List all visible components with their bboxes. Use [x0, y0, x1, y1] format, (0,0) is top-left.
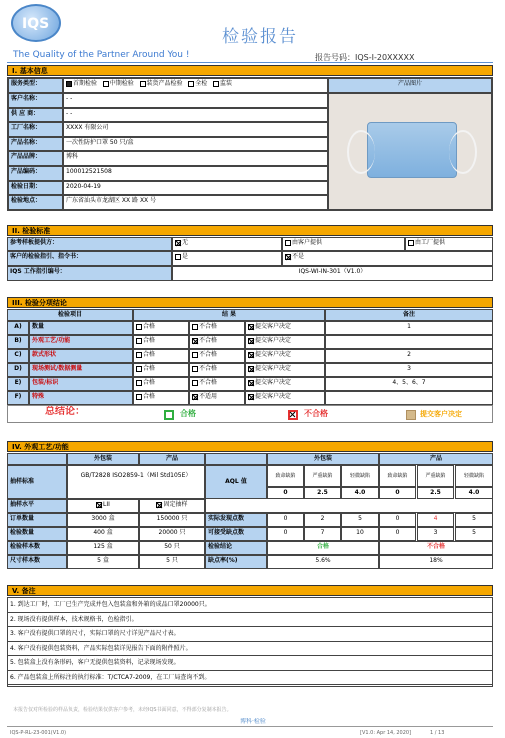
- field-label: 检验日期：: [8, 181, 63, 196]
- section-workmanship-header: IV. 外观工艺/功能: [7, 441, 493, 452]
- option-label: 合格: [143, 351, 156, 358]
- option-label: 装货产品检验: [146, 80, 183, 87]
- checkbox-fail[interactable]: [192, 324, 198, 330]
- defect-col-header: 严重缺陷: [304, 465, 341, 487]
- outer-value: 400 盒: [67, 527, 139, 541]
- option-label: 首期检验: [73, 80, 98, 87]
- item-name: 现场测试/数据测量: [29, 363, 133, 377]
- field-label: 产品品牌：: [8, 151, 63, 166]
- checkbox-submit-wrap: [248, 393, 291, 400]
- product-photo-frame: [328, 93, 492, 210]
- defect-count: 0: [267, 527, 304, 541]
- outer-header: 外包装: [67, 453, 139, 465]
- defect-count: 5: [455, 513, 493, 527]
- checkbox-submit-wrap: [248, 323, 291, 330]
- field-label: 工厂名称：: [8, 122, 63, 137]
- col-note-header: 备注: [325, 309, 493, 321]
- checkbox-fixed-wrap: [156, 501, 187, 508]
- defect-count: 5: [341, 513, 379, 527]
- checkbox-fail[interactable]: [192, 338, 198, 344]
- result-pass: [133, 377, 189, 391]
- item-note: 4、5、6、7: [325, 377, 493, 391]
- option-label: 合格: [143, 337, 156, 344]
- checkbox-midterm[interactable]: [103, 81, 109, 87]
- defect-col-header: 严重缺陷: [417, 465, 454, 487]
- col-item-header: 检验项目: [7, 309, 133, 321]
- checkbox-pass-wrap: [136, 379, 155, 386]
- section-basic-info: [7, 77, 493, 211]
- section-workmanship: [7, 453, 493, 569]
- option-label: 中期检验: [109, 80, 134, 87]
- remark-line: 4. 客户没有提供包装资料，产品实际包装详见报告下面的附件照片。: [8, 642, 492, 657]
- mask-photo: [367, 122, 457, 178]
- section-conclusion: [7, 309, 493, 427]
- page-title: 检验报告: [222, 27, 298, 47]
- checkbox-yes[interactable]: [175, 254, 181, 260]
- checkbox-fail-wrap: [192, 323, 217, 330]
- aql-value: 4.0: [341, 487, 379, 499]
- sampling-std-value: GB/T2828 ISO2859-1（Mil Std105E）: [67, 465, 205, 499]
- result-submit: [245, 321, 325, 335]
- row-label: 尺寸样本数: [7, 555, 67, 569]
- checkbox-pass[interactable]: [136, 338, 142, 344]
- defect-col-header: 致命缺陷: [379, 465, 416, 487]
- aql-value: 4.0: [455, 487, 493, 499]
- option-label: 合格: [143, 323, 156, 330]
- level-fixed: [139, 499, 205, 513]
- remark-line: 1. 到达工厂时，工厂已生产完成并包入包装盒和外箱的成品口罩20000只。: [8, 598, 492, 613]
- section-standard: [7, 237, 493, 281]
- option-label: 固定抽样: [163, 501, 188, 508]
- aql-value: 2.5: [304, 487, 341, 499]
- remark-line: 6. 产品包装盒上所标注的执行标准：T/CTCA7-2009，在工厂局查询不到。: [8, 671, 492, 686]
- defect-count: 7: [304, 527, 341, 541]
- option-label: 全检: [195, 80, 208, 87]
- checkbox-pass-wrap: [136, 351, 155, 358]
- field-value: 100012521508: [63, 166, 328, 181]
- checkbox-fail-wrap: [192, 351, 217, 358]
- checkbox-pass-wrap: [136, 337, 155, 344]
- checkbox-submit-wrap: [248, 365, 291, 372]
- outer-defect-header: 外包装: [267, 453, 379, 465]
- section-conclusion-header: III. 检验分项结论: [7, 297, 493, 308]
- option-label: 提交客户决定: [255, 393, 292, 400]
- item-number: E): [7, 377, 29, 391]
- defect-col-header: 轻微缺陷: [341, 465, 379, 487]
- checkbox-preshipment[interactable]: [140, 81, 146, 87]
- defect-count: 3: [417, 527, 454, 541]
- level-blank: [205, 499, 493, 513]
- outer-summary: 合格: [267, 541, 379, 555]
- checkbox-pass-wrap: [136, 393, 155, 400]
- conclusion-submit-label: 提交客户决定: [420, 410, 462, 418]
- footer-rule: [7, 726, 493, 727]
- option-label: 提交客户决定: [255, 323, 292, 330]
- tagline: The Quality of the Partner Around You !: [13, 50, 190, 60]
- footer-page: 1 / 13: [430, 730, 445, 736]
- defect-count: 0: [379, 513, 416, 527]
- service-type-label: 服务类型：: [8, 78, 63, 93]
- row-label: 检验样本数: [7, 541, 67, 555]
- result-submit: [245, 363, 325, 377]
- checkbox-pass[interactable]: [136, 394, 142, 400]
- option-label: 提交客户决定: [255, 379, 292, 386]
- field-label: 产品编码：: [8, 166, 63, 181]
- item-name: 包装/标识: [29, 377, 133, 391]
- defect-count: 5: [455, 527, 493, 541]
- blank-corner: [7, 453, 67, 465]
- item-note: 1: [325, 321, 493, 335]
- section-standard-header: II. 检验标准: [7, 225, 493, 236]
- result-pass: [133, 335, 189, 349]
- defect-col-header: 轻微缺陷: [455, 465, 493, 487]
- conclusion-fail-label: 不合格: [304, 409, 328, 418]
- product-value: 20000 只: [139, 527, 205, 541]
- checkbox-lii-wrap: [96, 501, 110, 508]
- checkbox-no[interactable]: [285, 254, 291, 260]
- result-fail: [189, 335, 245, 349]
- result-pass: [133, 321, 189, 335]
- field-label: 产品名称：: [8, 137, 63, 152]
- checkbox-fail[interactable]: [192, 366, 198, 372]
- field-label: 客户名称：: [8, 93, 63, 108]
- metric-label: 检验结论: [205, 541, 267, 555]
- sample-provider-factory: [405, 237, 493, 251]
- checkbox-lii[interactable]: [96, 502, 102, 508]
- defect-count: 0: [267, 513, 304, 527]
- item-name: 外观工艺/功能: [29, 335, 133, 349]
- outer-summary: 5.6%: [267, 555, 379, 569]
- product-header: 产品: [139, 453, 205, 465]
- aql-value: 0: [267, 487, 304, 499]
- checkbox-fail-wrap: [192, 365, 217, 372]
- field-value: - -: [63, 108, 328, 123]
- option-label: 无: [182, 239, 189, 246]
- overall-conclusion-label: 总结论：: [45, 406, 85, 417]
- aql-value: 0: [379, 487, 416, 499]
- blank-aql-top: [205, 453, 267, 465]
- result-pass: [133, 391, 189, 405]
- option-label: 提交客户决定: [255, 337, 292, 344]
- client-guideline-yes: [172, 251, 282, 266]
- result-pass: [133, 349, 189, 363]
- field-label: 检验地点：: [8, 195, 63, 210]
- sampling-level-label: 抽样水平: [7, 499, 67, 513]
- item-number: C): [7, 349, 29, 363]
- field-label: 供 应 商：: [8, 108, 63, 123]
- outer-value: 5 盒: [67, 555, 139, 569]
- result-submit: [245, 335, 325, 349]
- defect-col-header: 致命缺陷: [267, 465, 304, 487]
- checkbox-initial[interactable]: [66, 81, 72, 87]
- option-label: 由客户提供: [292, 239, 323, 246]
- checkbox-submit[interactable]: [248, 380, 254, 386]
- item-note: [325, 335, 493, 349]
- item-note: 2: [325, 349, 493, 363]
- option-label: 由工厂提供: [415, 239, 446, 246]
- client-guideline-label: 客户的检验指引、指令书：: [7, 251, 172, 266]
- work-guide-value: IQS-WI-IN-301（V1.0）: [172, 266, 493, 281]
- metric-label: 可接受缺点数: [205, 527, 267, 541]
- footer-brand: 博科·检验: [240, 718, 266, 725]
- work-guide-label: IQS 工作指引编号：: [7, 266, 172, 281]
- item-number: A): [7, 321, 29, 335]
- report-number: 报告号码：IQS-I-20XXXXX: [315, 53, 415, 62]
- conclusion-pass-box[interactable]: [164, 410, 174, 420]
- sample-provider-client: [282, 237, 405, 251]
- checkbox-fail-wrap: [192, 337, 217, 344]
- checkbox-client[interactable]: [285, 240, 291, 246]
- option-label: 是: [182, 253, 189, 260]
- checkbox-submit[interactable]: [248, 366, 254, 372]
- defect-count: 10: [341, 527, 379, 541]
- footer-disclaimer: 本报告仅对所检验的样品负责，检验结果仅供客户参考，未经IQS书面同意，不得部分复制本报告。: [13, 707, 232, 713]
- product-value: 150000 只: [139, 513, 205, 527]
- result-submit: [245, 377, 325, 391]
- footer-version: [V1.0: Apr 14, 2020]: [360, 730, 412, 736]
- option-label: 不合格: [199, 323, 218, 330]
- checkbox-submit-wrap: [248, 379, 291, 386]
- checkbox-factory[interactable]: [408, 240, 414, 246]
- option-label: 不合格: [199, 351, 218, 358]
- footer-doc-code: IQS-P-RL-23-001(V1.0): [10, 730, 67, 736]
- field-value: 2020-04-19: [63, 181, 328, 196]
- metric-label: 缺点率(%): [205, 555, 267, 569]
- product-defect-header: 产品: [379, 453, 493, 465]
- result-pass: [133, 363, 189, 377]
- sample-provider-label: 参考样板提供方：: [7, 237, 172, 251]
- client-guideline-no: [282, 251, 493, 266]
- checkbox-none[interactable]: [175, 240, 181, 246]
- result-submit: [245, 391, 325, 405]
- conclusion-submit-box[interactable]: [406, 410, 416, 420]
- result-fail: [189, 349, 245, 363]
- product-value: 50 只: [139, 541, 205, 555]
- logo-text: IQS: [22, 16, 50, 32]
- overall-conclusion-row: [7, 405, 493, 423]
- option-label: 不合格: [199, 365, 218, 372]
- aql-label: AQL 值: [205, 465, 267, 499]
- checkbox-submit-wrap: [248, 351, 291, 358]
- checkbox-pass[interactable]: [136, 352, 142, 358]
- defect-count: 4: [417, 513, 454, 527]
- section-remarks-header: V. 备注: [7, 585, 493, 596]
- checkbox-submit-wrap: [248, 337, 291, 344]
- header-rule: [7, 62, 493, 63]
- result-fail: [189, 391, 245, 405]
- item-name: 款式形状: [29, 349, 133, 363]
- item-number: F): [7, 391, 29, 405]
- checkbox-submit[interactable]: [248, 338, 254, 344]
- result-fail: [189, 321, 245, 335]
- checkbox-pass-wrap: [136, 365, 155, 372]
- outer-value: 3000 盒: [67, 513, 139, 527]
- photo-header: 产品图片: [328, 78, 492, 93]
- checkbox-fail[interactable]: [192, 352, 198, 358]
- remark-line: 3. 客户没有提供口罩的尺寸，实际口罩的尺寸详见产品尺寸表。: [8, 627, 492, 642]
- remark-line: 5. 包装盒上没有条形码，客户无提供包装资料，记录现场发现。: [8, 656, 492, 671]
- mask-loop-left: [347, 130, 375, 174]
- aql-value: 2.5: [417, 487, 454, 499]
- checkbox-submit[interactable]: [248, 394, 254, 400]
- field-value: - -: [63, 93, 328, 108]
- field-value: 博科: [63, 151, 328, 166]
- product-summary: 18%: [379, 555, 493, 569]
- defect-count: 0: [379, 527, 416, 541]
- checkbox-full[interactable]: [188, 81, 194, 87]
- checkbox-fail-wrap: [192, 379, 217, 386]
- option-label: LII: [103, 501, 110, 508]
- result-fail: [189, 363, 245, 377]
- field-value: 一次性防护口罩 50 只/盒: [63, 137, 328, 152]
- section-basic-info-header: I. 基本信息: [7, 65, 493, 76]
- option-label: 合格: [143, 379, 156, 386]
- remark-line: 2. 现场没有提供样本，技术规格书，色检指引。: [8, 613, 492, 628]
- item-note: 3: [325, 363, 493, 377]
- company-logo: [11, 4, 61, 42]
- checkbox-fail[interactable]: [192, 394, 198, 400]
- item-note: [325, 391, 493, 405]
- item-number: D): [7, 363, 29, 377]
- checkbox-fail[interactable]: [192, 380, 198, 386]
- item-name: 数量: [29, 321, 133, 335]
- product-summary: 不合格: [379, 541, 493, 555]
- row-label: 检验数量: [7, 527, 67, 541]
- checkbox-fixed[interactable]: [156, 502, 162, 508]
- metric-label: 实际发现点数: [205, 513, 267, 527]
- result-submit: [245, 349, 325, 363]
- item-name: 特殊: [29, 391, 133, 405]
- defect-count: 2: [304, 513, 341, 527]
- section-remarks: [7, 597, 493, 687]
- level-lii: [67, 499, 139, 513]
- option-label: 不合格: [199, 379, 218, 386]
- outer-value: 125 盒: [67, 541, 139, 555]
- checkbox-pass-wrap: [136, 323, 155, 330]
- option-label: 监装: [220, 80, 233, 87]
- field-value: 广东省汕头市龙湖区 XX 路 XX 号: [63, 195, 328, 210]
- item-number: B): [7, 335, 29, 349]
- result-fail: [189, 377, 245, 391]
- option-label: 合格: [143, 365, 156, 372]
- option-label: 合格: [143, 393, 156, 400]
- col-result-header: 结 果: [133, 309, 325, 321]
- row-label: 订单数量: [7, 513, 67, 527]
- checkbox-pass[interactable]: [136, 366, 142, 372]
- product-value: 5 只: [139, 555, 205, 569]
- option-label: 不适用: [199, 393, 218, 400]
- mask-loop-right: [449, 130, 477, 174]
- service-type-options: [63, 78, 328, 93]
- checkbox-pass[interactable]: [136, 380, 142, 386]
- checkbox-loading[interactable]: [213, 81, 219, 87]
- option-label: 提交客户决定: [255, 365, 292, 372]
- option-label: 提交客户决定: [255, 351, 292, 358]
- sample-provider-none: [172, 237, 282, 251]
- option-label: 不合格: [199, 337, 218, 344]
- checkbox-submit[interactable]: [248, 324, 254, 330]
- checkbox-pass[interactable]: [136, 324, 142, 330]
- checkbox-submit[interactable]: [248, 352, 254, 358]
- option-label: 不是: [292, 253, 305, 260]
- conclusion-pass-label: 合格: [180, 409, 196, 418]
- checkbox-fail-wrap: [192, 393, 217, 400]
- sampling-std-label: 抽样标准: [7, 465, 67, 499]
- field-value: XXXX 有限公司: [63, 122, 328, 137]
- conclusion-fail-box[interactable]: [288, 410, 298, 420]
